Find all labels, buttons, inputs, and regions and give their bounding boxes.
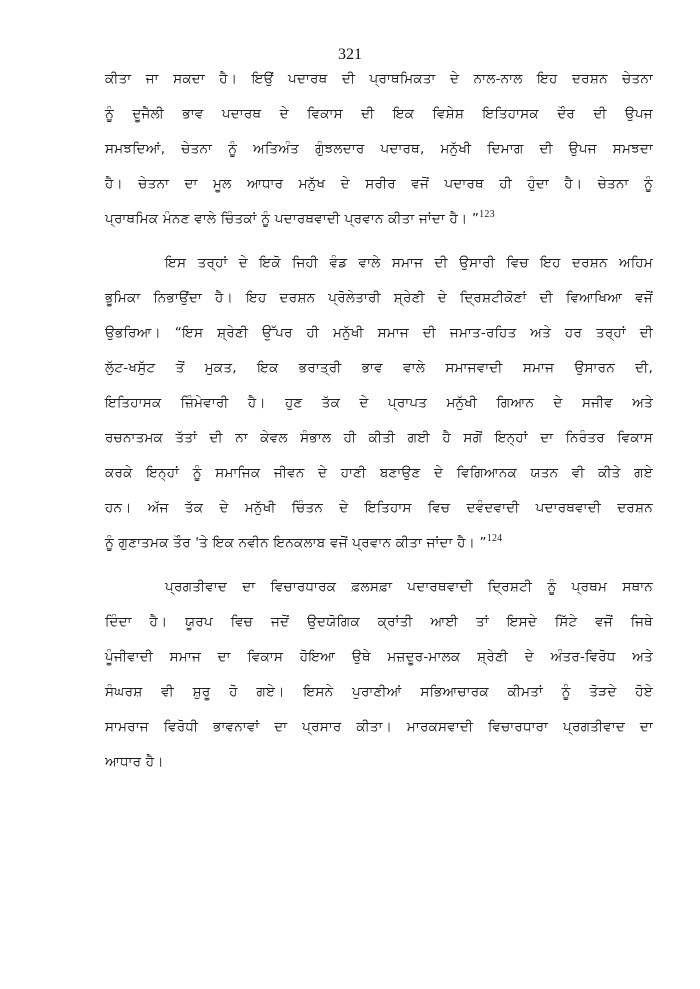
text-line: ਹੈ। ਚੇਤਨਾ ਦਾ ਮੂਲ ਆਧਾਰ ਮਨੁੱਖ ਦੇ ਸਰੀਰ ਵਜੋਂ ਪਦਾਰਥ ਹੀ ਹੁੰਦਾ ਹੈ। ਚੇਤਨਾ ਨੂੰ (105, 176, 653, 192)
text-line: ਇਸ ਤਰ੍ਹਾਂ ਦੇ ਇਕੋ ਜਿਹੀ ਵੰਡ ਵਾਲੇ ਸਮਾਜ ਦੀ ਉਸਾਰੀ ਵਿਚ ਇਹ ਦਰਸ਼ਨ ਅਹਿਮ (165, 255, 653, 271)
paragraph-gap (105, 237, 653, 246)
page-number: 321 (338, 46, 362, 63)
text-line: ਇਤਿਹਾਸਕ ਜ਼ਿੰਮੇਵਾਰੀ ਹੈ। ਹੁਣ ਤੱਕ ਦੇ ਪ੍ਰਾਪਤ ਮਨੁੱਖੀ ਗਿਆਨ ਦੇ ਸਜੀਵ ਅਤੇ (105, 395, 653, 411)
text-line: ਦਿੰਦਾ ਹੈ। ਯੂਰਪ ਵਿਚ ਜਦੋਂ ਉਦਯੋਗਿਕ ਕ੍ਰਾਂਤੀ ਆਈ ਤਾਂ ਇਸਦੇ ਸਿੱਟੇ ਵਜੋਂ ਜਿਥੇ (105, 614, 653, 630)
text-line: ਉਭਰਿਆ। “ਇਸ ਸ਼੍ਰੇਣੀ ਉੱਪਰ ਹੀ ਮਨੁੱਖੀ ਸਮਾਜ ਦੀ ਜਮਾਤ-ਰਹਿਤ ਅਤੇ ਹਰ ਤਰ੍ਹਾਂ ਦੀ (105, 325, 653, 341)
paragraph-gap (105, 561, 653, 570)
text-line: ਸਾਮਰਾਜ ਵਿਰੋਧੀ ਭਾਵਨਾਵਾਂ ਦਾ ਪ੍ਰਸਾਰ ਕੀਤਾ। ਮਾਰਕਸਵਾਦੀ ਵਿਚਾਰਧਾਰਾ ਪ੍ਰਗਤੀਵਾਦ ਦਾ (105, 719, 653, 735)
text-line: ਕਰਕੇ ਇਨ੍ਹਾਂ ਨੂੰ ਸਮਾਜਿਕ ਜੀਵਨ ਦੇ ਹਾਣੀ ਬਣਾਉਣ ਦੇ ਵਿਗਿਆਨਕ ਯਤਨ ਵੀ ਕੀਤੇ ਗਏ (105, 465, 653, 481)
text-line: ਸੰਘਰਸ਼ ਵੀ ਸ਼ੁਰੂ ਹੋ ਗਏ। ਇਸਨੇ ਪੁਰਾਣੀਆਂ ਸਭਿਆਚਾਰਕ ਕੀਮਤਾਂ ਨੂੰ ਤੋੜਦੇ ਹੋਏ (105, 684, 653, 700)
page-body (105, 62, 653, 780)
text-line: ਪ੍ਰਗਤੀਵਾਦ ਦਾ ਵਿਚਾਰਧਾਰਕ ਫ਼ਲਸਫ਼ਾ ਪਦਾਰਥਵਾਦੀ ਦ੍ਰਿਸ਼ਟੀ ਨੂੰ ਪ੍ਰਥਮ ਸਥਾਨ (165, 579, 653, 595)
text-line (105, 526, 653, 561)
paragraph-1 (105, 62, 653, 237)
text-line (105, 202, 653, 237)
text-line: ਸਮਝਦਿਆਂ, ਚੇਤਨਾ ਨੂੰ ਅਤਿਅੰਤ ਗੁੰਝਲਦਾਰ ਪਦਾਰਥ, ਮਨੁੱਖੀ ਦਿਮਾਗ ਦੀ ਉਪਜ ਸਮਝਦਾ (105, 141, 653, 157)
text-line: ਪੂੰਜੀਵਾਦੀ ਸਮਾਜ ਦਾ ਵਿਕਾਸ ਹੋਇਆ ਉਥੇ ਮਜ਼ਦੂਰ-ਮਾਲਕ ਸ਼੍ਰੇਣੀ ਦੇ ਅੰਤਰ-ਵਿਰੋਧ ਅਤੇ (105, 649, 653, 665)
paragraph-2 (105, 246, 653, 561)
footnote-ref: 124 (486, 533, 503, 544)
footnote-ref: 123 (479, 209, 495, 220)
text-line: ਹਨ। ਅੱਜ ਤੱਕ ਦੇ ਮਨੁੱਖੀ ਚਿੰਤਨ ਦੇ ਇਤਿਹਾਸ ਵਿਚ ਦਵੰਦਵਾਦੀ ਪਦਾਰਥਵਾਦੀ ਦਰਸ਼ਨ (105, 500, 653, 516)
text-line: ਭੂਮਿਕਾ ਨਿਭਾਉਂਦਾ ਹੈ। ਇਹ ਦਰਸ਼ਨ ਪ੍ਰੋਲੇਤਾਰੀ ਸ਼੍ਰੇਣੀ ਦੇ ਦ੍ਰਿਸ਼ਟੀਕੋਣਾਂ ਦੀ ਵਿਆਖਿਆ ਵਜੋਂ (105, 290, 653, 306)
text-line: ਲੁੱਟ-ਖਸੁੱਟ ਤੋਂ ਮੁਕਤ, ਇਕ ਭਰਾਤ੍ਰੀ ਭਾਵ ਵਾਲੇ ਸਮਾਜਵਾਦੀ ਸਮਾਜ ਉਸਾਰਨ ਦੀ, (105, 360, 653, 376)
text-line: ਆਧਾਰ ਹੈ। (105, 754, 164, 770)
text-line: ਰਚਨਾਤਮਕ ਤੱਤਾਂ ਦੀ ਨਾ ਕੇਵਲ ਸੰਭਾਲ ਹੀ ਕੀਤੀ ਗਈ ਹੈ ਸਗੋਂ ਇਨ੍ਹਾਂ ਦਾ ਨਿਰੰਤਰ ਵਿਕਾਸ (105, 430, 653, 446)
text-line: ਕੀਤਾ ਜਾ ਸਕਦਾ ਹੈ। ਇਉਂ ਪਦਾਰਥ ਦੀ ਪ੍ਰਾਥਮਿਕਤਾ ਦੇ ਨਾਲ-ਨਾਲ ਇਹ ਦਰਸ਼ਨ ਚੇਤਨਾ (105, 71, 653, 87)
text-line: ਨੂੰ ਦੂਜੈਲੀ ਭਾਵ ਪਦਾਰਥ ਦੇ ਵਿਕਾਸ ਦੀ ਇਕ ਵਿਸ਼ੇਸ਼ ਇਤਿਹਾਸਕ ਦੌਰ ਦੀ ਉਪਜ (105, 106, 653, 122)
paragraph-3 (105, 570, 653, 780)
line-text: ਪ੍ਰਾਥਮਿਕ ਮੰਨਣ ਵਾਲੇ ਚਿੰਤਕਾਂ ਨੂੰ ਪਦਾਰਥਵਾਦੀ ਪ੍ਰਵਾਨ ਕੀਤਾ ਜਾਂਦਾ ਹੈ। ” (105, 211, 480, 227)
line-text: ਨੂੰ ਗੁਣਾਤਮਕ ਤੌਰ 'ਤੇ ਇਕ ਨਵੀਨ ਇਨਕਲਾਬ ਵਜੋਂ ਪ੍ਰਵਾਨ ਕੀਤਾ ਜਾਂਦਾ ਹੈ। ” (105, 535, 487, 551)
